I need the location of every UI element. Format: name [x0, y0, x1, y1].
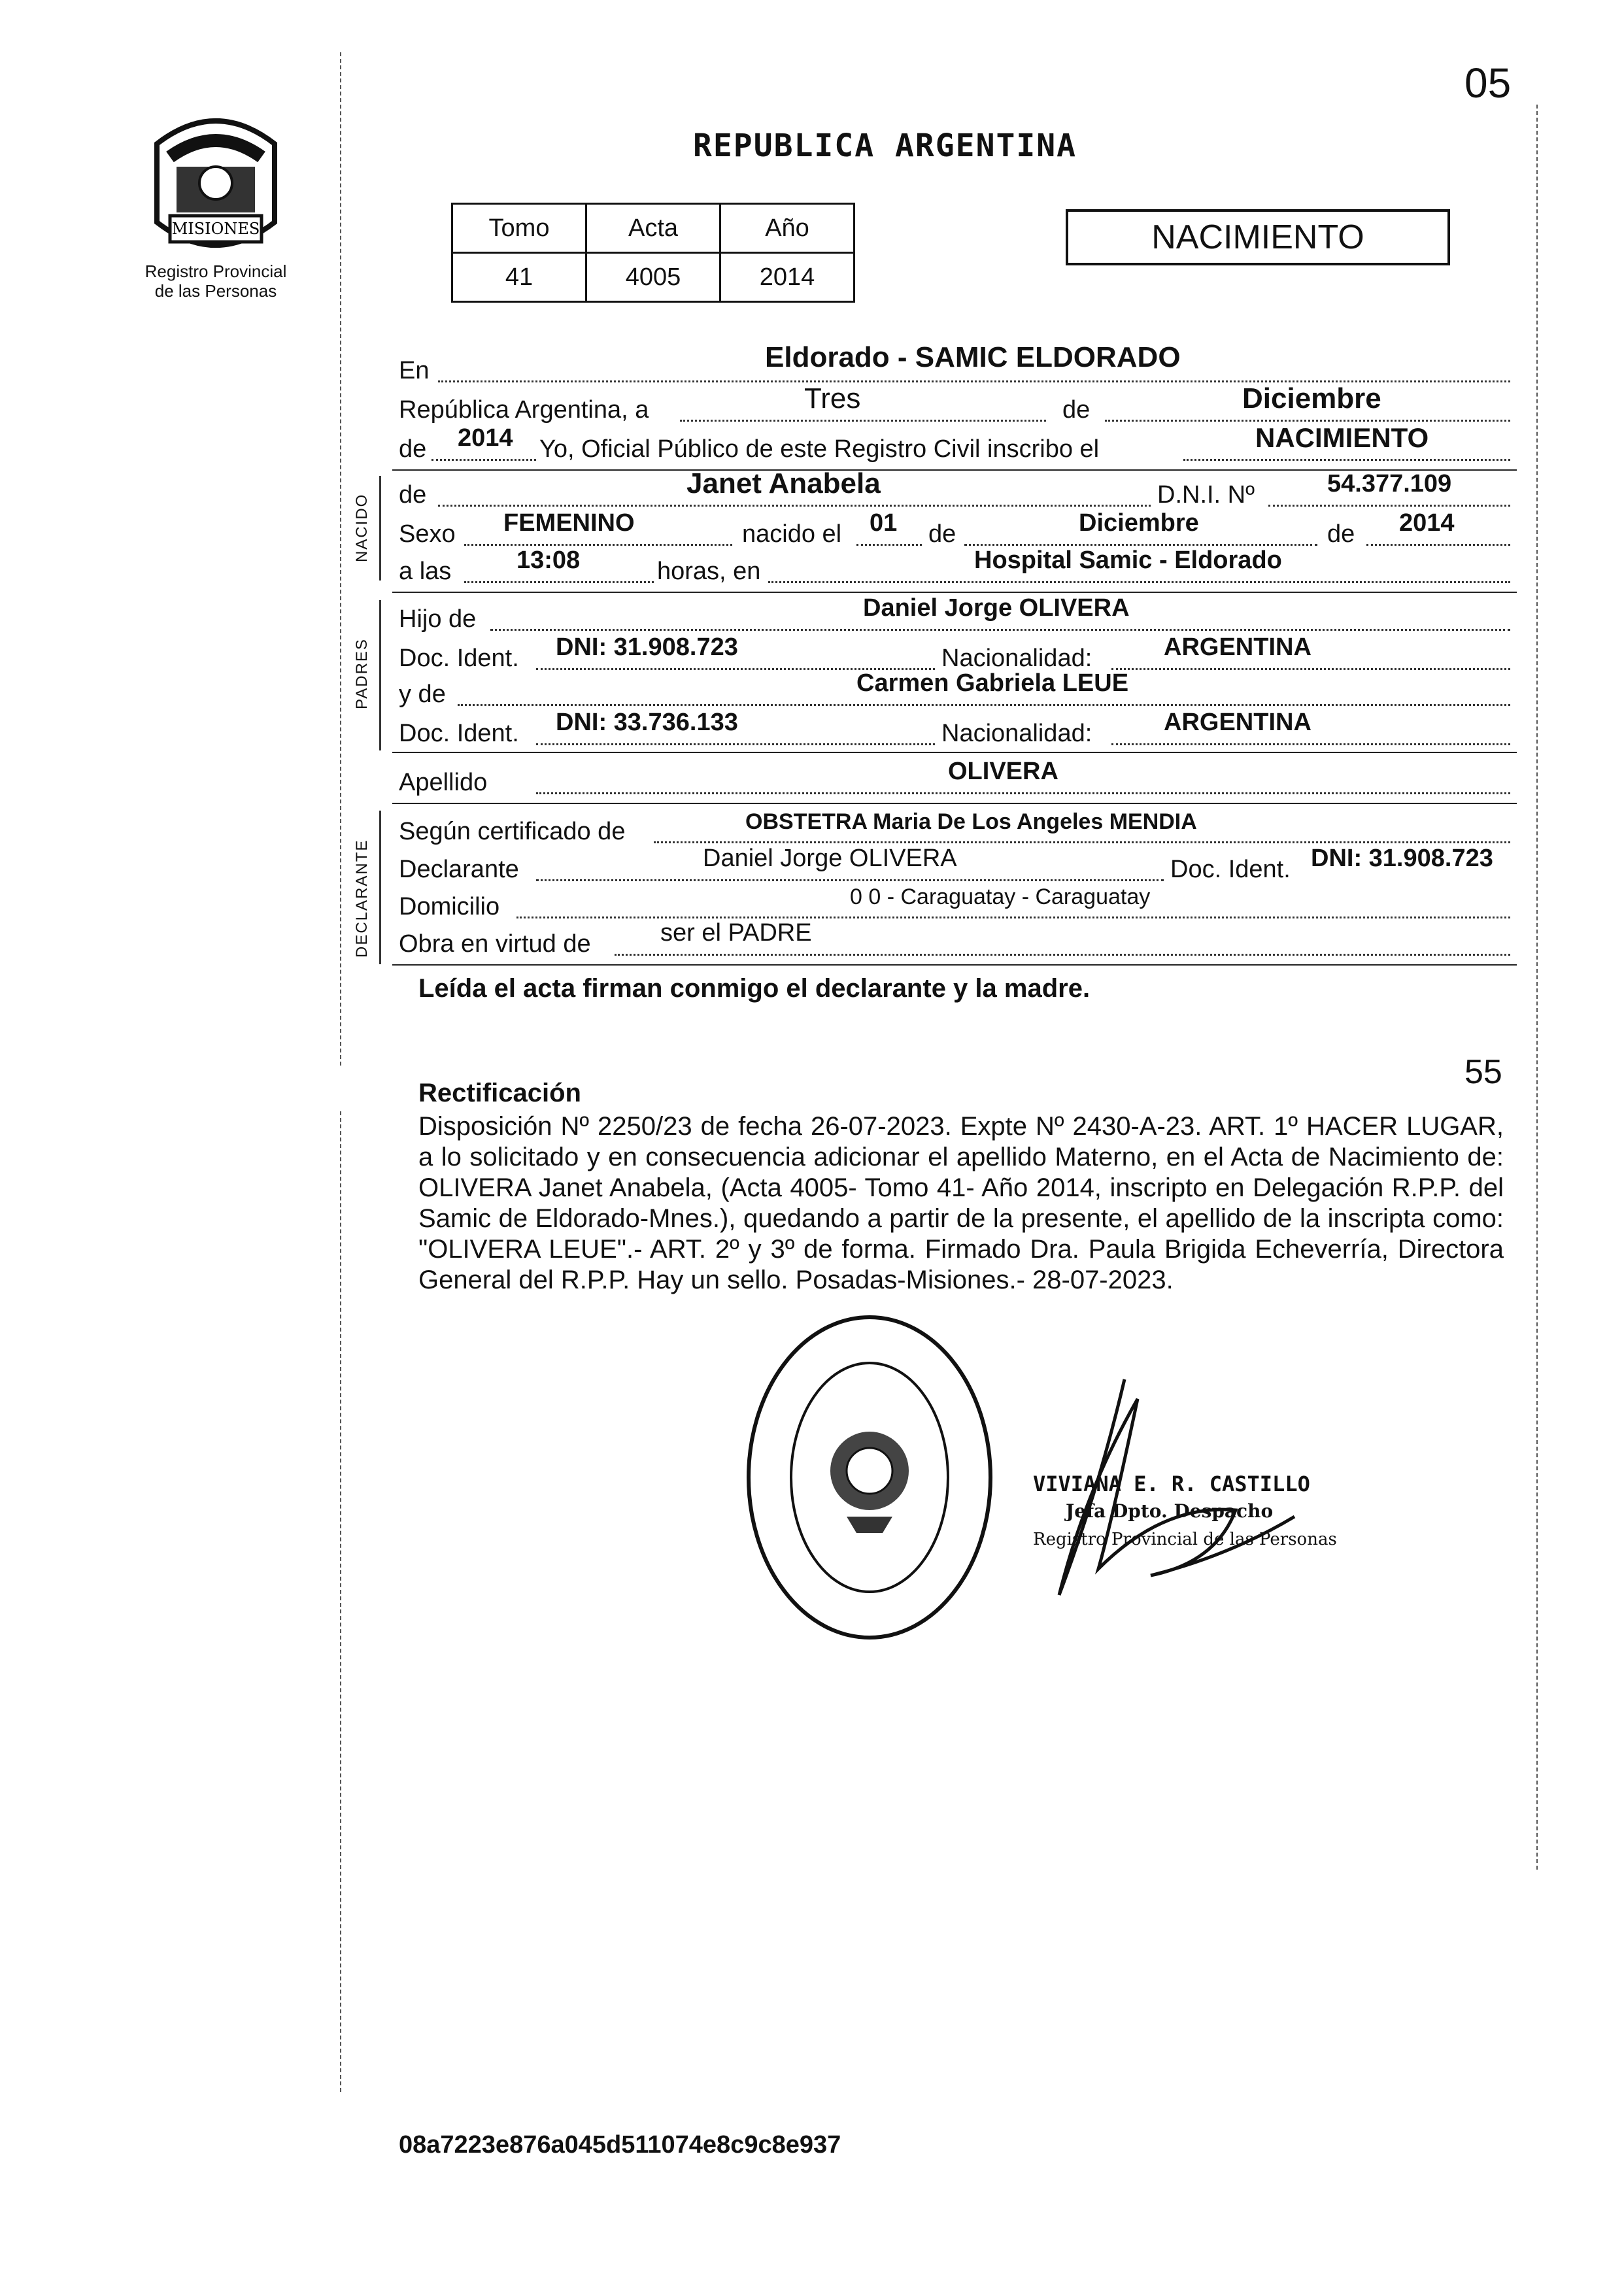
act-inscribed-value: NACIMIENTO — [1255, 422, 1429, 453]
page-number-bottom: 55 — [1464, 1053, 1502, 1091]
birth-year-value: 2014 — [1399, 509, 1455, 537]
place-value: Eldorado - SAMIC ELDORADO — [765, 341, 1181, 373]
dotted-line — [464, 581, 654, 583]
section-label-declarante: DECLARANTE — [353, 839, 371, 958]
document-hash: 08a7223e876a045d511074e8c9c8e937 — [399, 2131, 841, 2159]
table-value-anio: 2014 — [720, 253, 854, 302]
label-obra: Obra en virtud de — [399, 930, 591, 958]
surname-value: OLIVERA — [948, 758, 1058, 785]
label-certificado: Según certificado de — [399, 818, 626, 845]
label-nacido-el: nacido el — [742, 520, 842, 548]
province-logo — [131, 105, 301, 301]
declarant-value: Daniel Jorge OLIVERA — [703, 845, 957, 872]
section-label-nacido: NACIDO — [353, 493, 371, 562]
sex-value: FEMENINO — [503, 509, 635, 537]
country-title: REPUBLICA ARGENTINA — [693, 127, 1077, 164]
table-header-acta: Acta — [586, 204, 720, 253]
birth-day-value: 01 — [870, 509, 898, 537]
label-domicilio: Domicilio — [399, 893, 500, 920]
section-bar — [379, 811, 381, 964]
birth-month-value: Diciembre — [1079, 509, 1199, 537]
mother-name-value: Carmen Gabriela LEUE — [856, 669, 1129, 697]
label-apellido: Apellido — [399, 769, 488, 796]
registry-table — [451, 203, 855, 303]
label-de3: de — [1327, 520, 1355, 548]
birth-place-value: Hospital Samic - Eldorado — [974, 547, 1282, 574]
dotted-line — [856, 544, 922, 546]
section-divider — [392, 592, 1517, 593]
year-value: 2014 — [458, 424, 513, 452]
address-value: 0 0 - Caraguatay - Caraguatay — [850, 884, 1151, 909]
label-hijo-de: Hijo de — [399, 605, 477, 633]
dotted-line — [490, 629, 1510, 631]
label-de-nacido: de — [399, 481, 427, 509]
label-y-de: y de — [399, 681, 446, 708]
label-doc-decl: Doc. Ident. — [1170, 856, 1291, 883]
dotted-line — [1105, 420, 1510, 422]
father-name-value: Daniel Jorge OLIVERA — [863, 594, 1130, 622]
rectificacion-title: Rectificación — [418, 1079, 581, 1107]
label-de2: de — [928, 520, 956, 548]
certificate-value: OBSTETRA Maria De Los Angeles MENDIA — [745, 809, 1197, 834]
label-doc-mother: Doc. Ident. — [399, 720, 519, 747]
signature-name: VIVIANA E. R. CASTILLO — [1033, 1472, 1310, 1496]
dotted-line — [1183, 459, 1510, 461]
table-header-tomo: Tomo — [452, 204, 586, 253]
label-sexo: Sexo — [399, 520, 456, 548]
label-oficial: Yo, Oficial Público de este Registro Civil inscribo el — [539, 435, 1100, 463]
month-value: Diciembre — [1242, 382, 1381, 414]
left-margin-line-lower — [340, 1111, 341, 2092]
label-en: En — [399, 357, 430, 384]
birth-time-value: 13:08 — [516, 547, 581, 574]
dotted-line — [536, 743, 935, 745]
father-nat-value: ARGENTINA — [1164, 633, 1311, 661]
stamp-seal-icon — [739, 1307, 1000, 1647]
mother-nat-value: ARGENTINA — [1164, 709, 1311, 736]
province-seal-icon — [131, 105, 301, 275]
dotted-line — [438, 505, 1151, 507]
closing-text: Leída el acta firman conmigo el declarante y la madre. — [418, 974, 1091, 1003]
dotted-line — [431, 459, 536, 461]
section-divider — [392, 752, 1517, 753]
dotted-line — [536, 879, 1164, 881]
section-divider — [392, 803, 1517, 804]
dotted-line — [458, 704, 1510, 706]
mother-doc-value: DNI: 33.736.133 — [556, 709, 738, 736]
label-nac-father: Nacionalidad: — [941, 645, 1092, 672]
section-label-padres: PADRES — [353, 638, 371, 709]
dotted-line — [1111, 668, 1510, 670]
dotted-line — [464, 544, 732, 546]
label-nac-mother: Nacionalidad: — [941, 720, 1092, 747]
label-a-las: a las — [399, 558, 452, 585]
father-doc-value: DNI: 31.908.723 — [556, 633, 738, 661]
right-margin-line — [1536, 105, 1538, 1870]
left-margin-line — [340, 52, 341, 1066]
day-value: Tres — [804, 382, 861, 414]
signature-scribble-icon — [1020, 1360, 1360, 1634]
dotted-line — [536, 792, 1510, 794]
dotted-line — [1111, 743, 1510, 745]
signature-office: Registro Provincial de las Personas — [1033, 1530, 1337, 1549]
label-horas: horas, en — [657, 558, 761, 585]
table-header-anio: Año — [720, 204, 854, 253]
section-bar — [379, 600, 381, 750]
label-doc-father: Doc. Ident. — [399, 645, 519, 672]
child-name-value: Janet Anabela — [686, 467, 881, 499]
dotted-line — [680, 420, 1046, 422]
act-type-box: NACIMIENTO — [1066, 209, 1450, 265]
table-value-tomo: 41 — [452, 253, 586, 302]
svg-text:MISIONES: MISIONES — [171, 220, 260, 238]
dotted-line — [615, 954, 1510, 956]
signature-role: Jefa Dpto. Despacho — [1066, 1500, 1274, 1522]
dotted-line — [1366, 544, 1510, 546]
section-bar — [379, 476, 381, 580]
label-de: de — [1062, 396, 1091, 424]
label-republica: República Argentina, a — [399, 396, 649, 424]
label-dni: D.N.I. Nº — [1157, 481, 1255, 509]
dotted-line — [768, 581, 1510, 583]
official-stamp — [739, 1307, 1000, 1647]
rectificacion-text: Disposición Nº 2250/23 de fecha 26-07-2023. Expte Nº 2430-A-23. ART. 1º HACER LUGAR, a lo solicitado y en consecuencia adicionar el apellido Materno, en el Acta de Nacimiento de: OLIVERA Janet Anabela, (Acta 4005- Tomo 41- Año 2014, inscripto en Delegación R.P.P. del Samic de Eldorado-Mnes.), quedando a partir de la presente, el apellido de la inscripta como: "OLIVERA LEUE".- ART. 2º y 3º de forma. Firmado Dra. Paula Brigida Echeverría, Directora General del R.P.P. Hay un sello. Posadas-Misiones.- 28-07-2023. — [418, 1112, 1504, 1294]
declarant-doc-value: DNI: 31.908.723 — [1311, 845, 1493, 872]
label-declarante: Declarante — [399, 856, 519, 883]
reason-value: ser el PADRE — [660, 919, 812, 947]
handwritten-signature — [1020, 1360, 1360, 1634]
table-value-acta: 4005 — [586, 253, 720, 302]
logo-caption-line2: de las Personas — [154, 281, 277, 301]
page-number: 05 — [1464, 59, 1512, 107]
child-dni-value: 54.377.109 — [1327, 470, 1452, 497]
dotted-line — [654, 841, 1510, 843]
logo-caption-line1: Registro Provincial — [144, 261, 287, 281]
dotted-line — [1268, 505, 1510, 507]
label-de-year: de — [399, 435, 427, 463]
section-divider — [392, 964, 1517, 966]
